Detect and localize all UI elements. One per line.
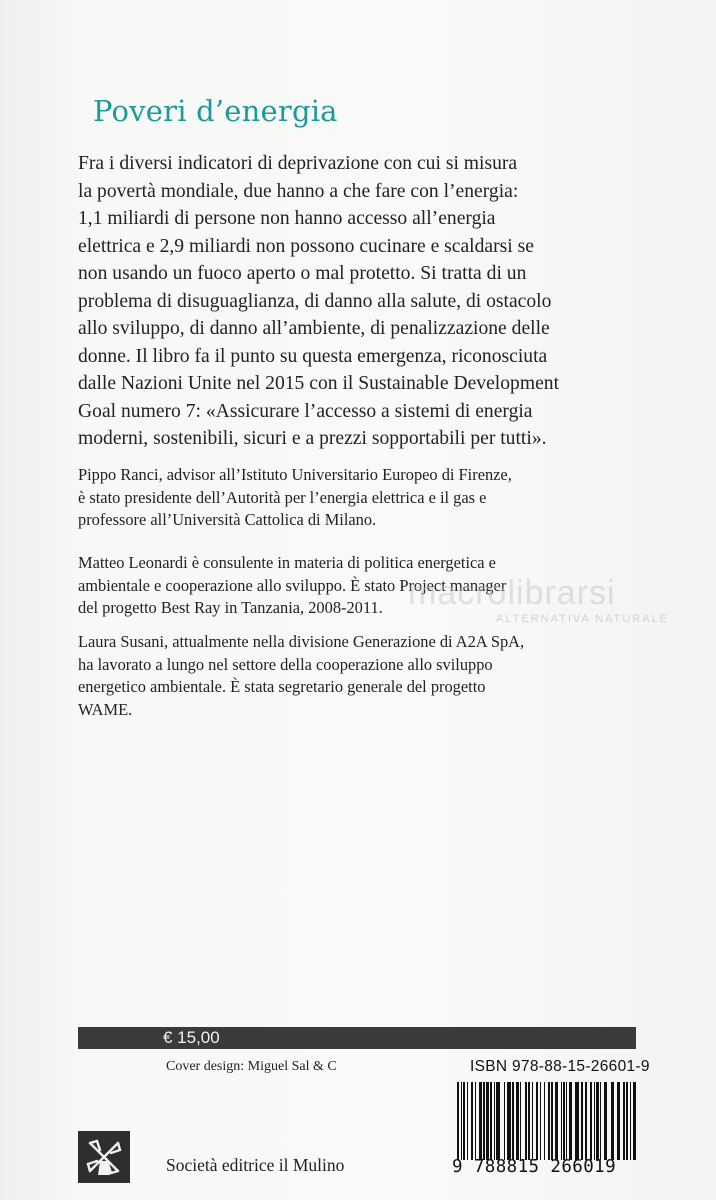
bio-line: ha lavorato a lungo nel settore della cooperazione allo sviluppo [78, 654, 493, 674]
barcode-bar [520, 1082, 521, 1160]
barcode-bar [528, 1082, 530, 1160]
barcode-bar [633, 1082, 636, 1160]
barcode-bar [581, 1082, 583, 1160]
blurb-line: non usando un fuoco aperto o mal protetto. Si tratta di un [78, 263, 527, 284]
barcode-bar [594, 1082, 595, 1160]
price-label: € 15,00 [163, 1028, 220, 1047]
bio-line: professore all’Università Cattolica di Milano. [78, 510, 377, 530]
barcode-bar [575, 1082, 579, 1160]
barcode-bar [467, 1082, 468, 1160]
book-blurb [78, 150, 663, 453]
barcode-bar [512, 1082, 514, 1160]
publisher-name: Società editrice il Mulino [166, 1155, 345, 1175]
barcode-bar [507, 1082, 511, 1160]
barcode-bar [532, 1082, 533, 1160]
blurb-line: moderni, sostenibili, sicuri e a prezzi sopportabili per tutti». [78, 428, 547, 449]
blurb-line: la povertà mondiale, due hanno a che fare con l’energia: [78, 180, 519, 202]
barcode-bar [555, 1082, 558, 1160]
author-bio-susani [78, 631, 698, 721]
barcode-bar [516, 1082, 519, 1160]
bio-line: del progetto Best Ray in Tanzania, 2008-2011. [78, 598, 383, 618]
bio-line: WAME. [78, 699, 133, 719]
barcode-bar [536, 1082, 538, 1160]
bio-line: Laura Susani, attualmente nella divisione Generazione di A2A SpA, [78, 632, 525, 651]
price-bar [78, 1027, 636, 1049]
bio-line: energetico ambientale. È stata segretario generale del progetto [78, 677, 486, 697]
windmill-icon [78, 1131, 130, 1183]
barcode-bar [548, 1082, 550, 1160]
blurb-line: donne. Il libro fa il punto su questa emergenza, riconosciuta [78, 345, 548, 367]
barcode-bar [471, 1082, 473, 1160]
blurb-line: Goal numero 7: «Assicurare l’accesso a sistemi di energia [78, 400, 533, 422]
author-bio-ranci [78, 464, 698, 532]
barcode-bar [585, 1082, 587, 1160]
barcode-bar [490, 1082, 492, 1160]
windmill-logo [78, 1131, 130, 1183]
blurb-line: allo sviluppo, di danno all’ambiente, di penalizzazione delle [78, 318, 550, 339]
barcode-bar [566, 1082, 567, 1160]
bio-line: Pippo Ranci, advisor all’Istituto Universitario Europeo di Firenze, [78, 465, 512, 484]
barcode-bar [623, 1082, 625, 1160]
barcode-bar [483, 1082, 485, 1160]
barcode-bar [617, 1082, 620, 1160]
barcode-bar [475, 1082, 476, 1160]
barcode-bar [563, 1082, 565, 1160]
barcode-bar [604, 1082, 607, 1160]
barcode-bar [525, 1082, 527, 1160]
barcode-bar [461, 1082, 462, 1160]
bio-line: ambientale e cooperazione allo sviluppo. È stato Project manager [78, 575, 507, 595]
bio-line: Matteo Leonardi è consulente in materia di politica energetica e [78, 553, 496, 572]
barcode-bar [457, 1082, 459, 1160]
barcode-bar [626, 1082, 628, 1160]
book-title: Poveri d’energia [93, 94, 338, 128]
watermark-subtext: ALTERNATIVA NATURALE [496, 613, 670, 625]
watermark: macrolibrarsi [408, 574, 616, 612]
blurb-line: elettrica e 2,9 miliardi non possono cucinare e scaldarsi se [78, 235, 534, 257]
blurb-line: problema di disuguaglianza, di danno alla salute, di ostacolo [78, 290, 552, 312]
barcode-bar [496, 1082, 500, 1160]
barcode-bar [569, 1082, 572, 1160]
barcode-bar [504, 1082, 505, 1160]
barcode-bar [479, 1082, 482, 1160]
barcode-number: 9 788815 266019 [452, 1157, 617, 1177]
barcode-bar [600, 1082, 601, 1160]
blurb-line: 1,1 miliardi di persone non hanno accesso all’energia [78, 208, 496, 229]
barcode [455, 1082, 641, 1160]
barcode-bar [611, 1082, 614, 1160]
barcode-bar [544, 1082, 545, 1160]
isbn-label: ISBN 978-88-15-26601-9 [470, 1058, 650, 1075]
barcode-bar [486, 1082, 489, 1160]
barcode-bar [590, 1082, 592, 1160]
barcode-bar [463, 1082, 465, 1160]
bio-line: è stato presidente dell’Autorità per l’energia elettrica e il gas e [78, 487, 487, 507]
barcode-bar [494, 1082, 495, 1160]
blurb-line: Fra i diversi indicatori di deprivazione con cui si misura [78, 153, 518, 174]
barcode-bar [630, 1082, 631, 1160]
blurb-line: dalle Nazioni Unite nel 2015 con il Sustainable Development [78, 373, 560, 394]
barcode-bar [551, 1082, 553, 1160]
barcode-bar [596, 1082, 599, 1160]
cover-design-credit: Cover design: Miguel Sal & C [166, 1059, 337, 1074]
barcode-bar [561, 1082, 562, 1160]
barcode-bar [540, 1082, 541, 1160]
